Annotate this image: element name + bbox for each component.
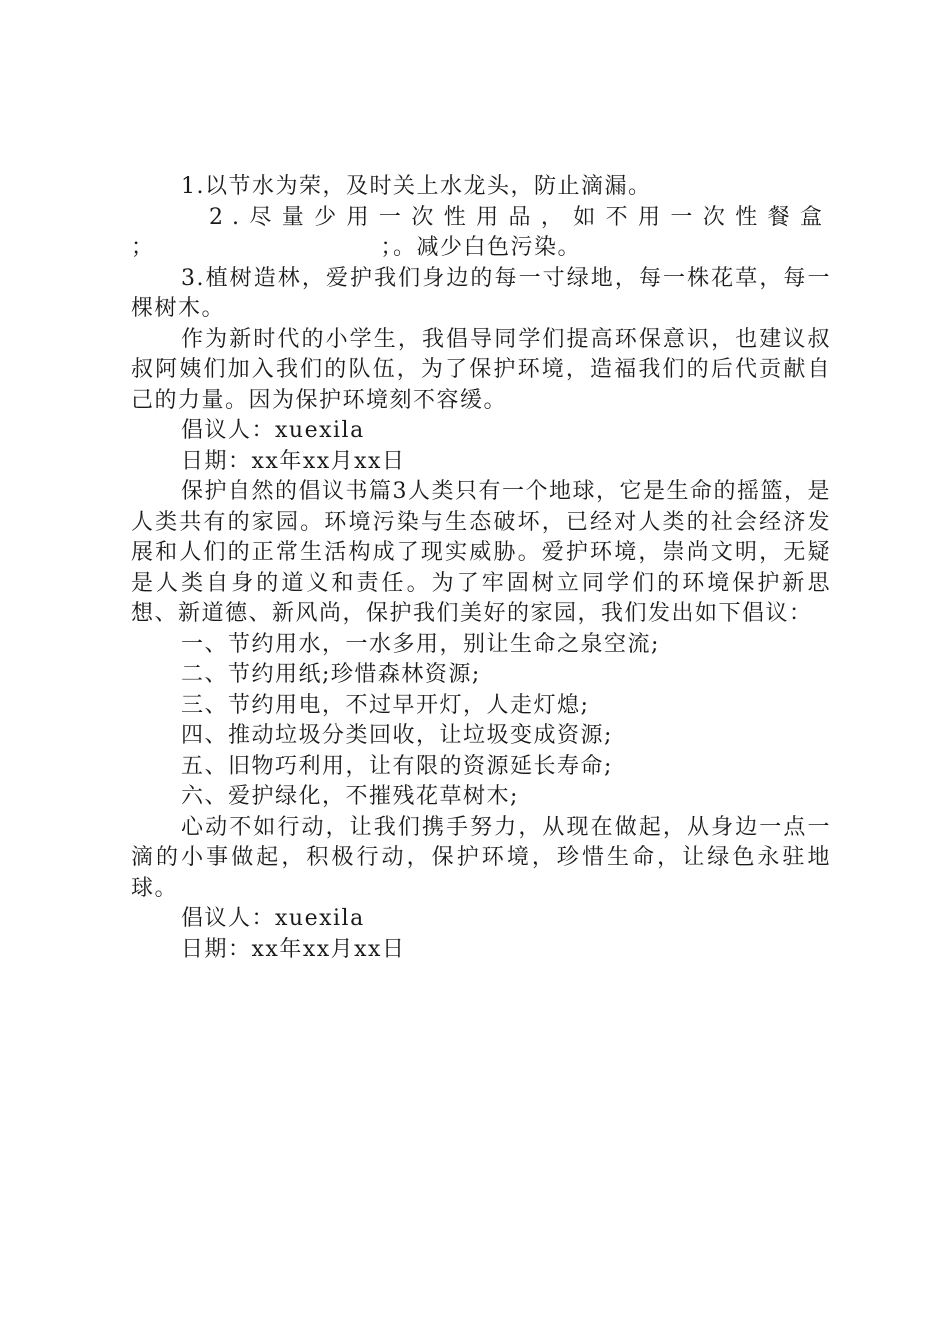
- list-item-2: 2.尽量少用一次性用品，如不用一次性餐盒: [209, 204, 831, 230]
- proposal-item-4: 四、推动垃圾分类回收，让垃圾变成资源;: [181, 723, 613, 748]
- date-2: 日期：xx年xx月xx日: [181, 936, 406, 962]
- list-item-3: 3.植树造林，爱护我们身边的每一寸绿地，每一株花草，每一棵树木。: [131, 265, 831, 321]
- proposal-item-6: 六、爱护绿化，不摧残花草树木;: [181, 784, 519, 809]
- proposal-item-2: 二、节约用纸;珍惜森林资源;: [181, 662, 481, 687]
- signature-1: 倡议人：xuexila: [181, 418, 365, 443]
- proposal-item-3: 三、节约用电，不过早开灯，人走灯熄;: [181, 692, 590, 718]
- list-item-2-cont-b: ；。减少白色污染。: [380, 235, 582, 260]
- proposal-item-1: 一、节约用水，一水多用，别让生命之泉空流;: [181, 631, 660, 657]
- date-1: 日期：xx年xx月xx日: [181, 448, 406, 474]
- list-item-2-cont-a: ；: [131, 235, 155, 260]
- list-item-1: 1.以节水为荣，及时关上水龙头，防止滴漏。: [181, 174, 652, 199]
- paragraph-appeal: 作为新时代的小学生，我倡导同学们提高环保意识，也建议叔叔阿姨们加入我们的队伍，为了保护环境，造福我们的后代贡献自己的力量。因为保护环境刻不容缓。: [131, 326, 831, 413]
- list-item-2-continuation: [131, 233, 831, 264]
- paragraph-closing: 心动不如行动，让我们携手努力，从现在做起，从身边一点一滴的小事做起，积极行动，保护环境，珍惜生命，让绿色永驻地球。: [131, 814, 831, 901]
- signature-2: 倡议人：xuexila: [181, 906, 365, 931]
- paragraph-intro-3: 保护自然的倡议书篇3人类只有一个地球，它是生命的摇篮，是人类共有的家园。环境污染与生态破坏，已经对人类的社会经济发展和人们的正常生活构成了现实威胁。爱护环境，崇尚文明，无疑是人类自身的道义和责任。为了牢固树立同学们的环境保护新思想、新道德、新风尚，保护我们美好的家园，我们发出如下倡议：: [131, 479, 831, 626]
- proposal-item-5: 五、旧物巧利用，让有限的资源延长寿命;: [181, 753, 613, 779]
- document-body: [131, 172, 831, 965]
